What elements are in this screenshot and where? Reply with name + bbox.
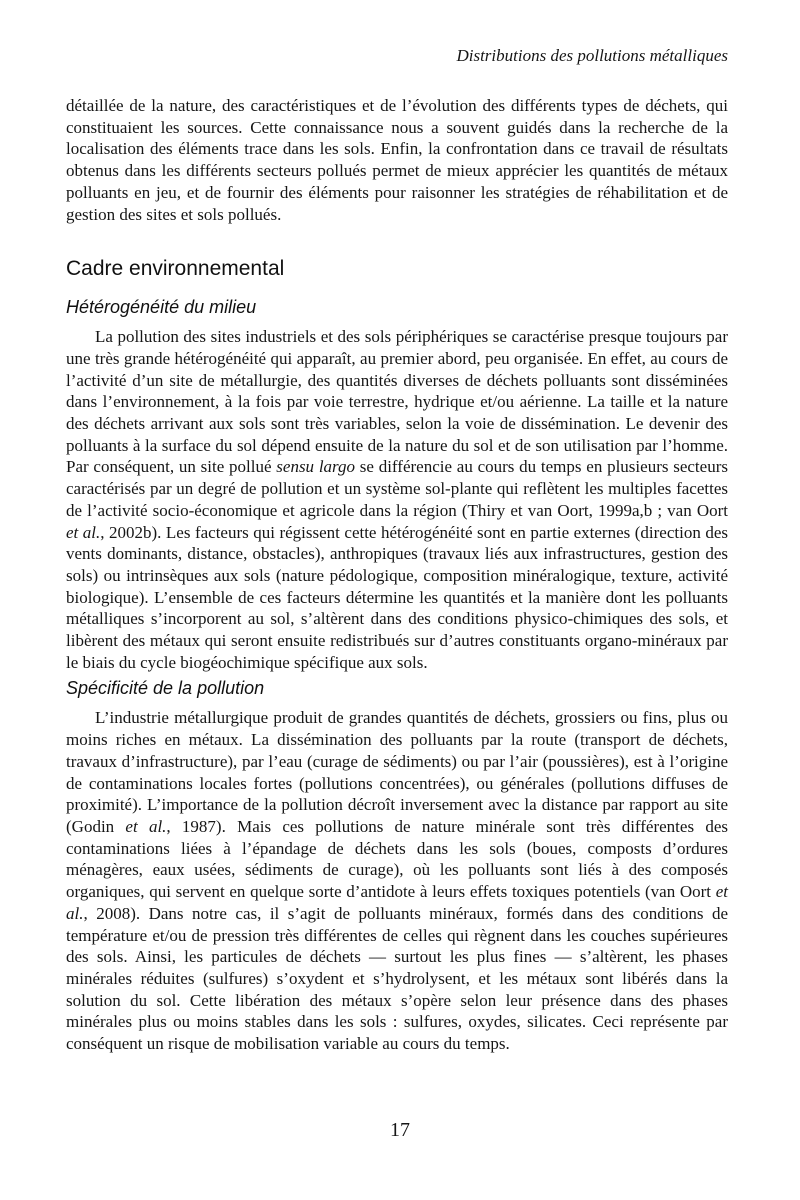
- text-run: , 1987). Mais ces pollutions de nature minérale sont très différentes des contaminations liées à l’épandage de déchets dans les sols (boues, composts d’ordures ménagères, eaux usées, sédiments de curage), où les polluants sont liés à des composés organiques, qui servent en quelque sorte d’antidote à leurs effets toxiques potentiels (van Oort: [66, 816, 728, 902]
- subsection-title-specificite-de-la-pollution: Spécificité de la pollution: [66, 678, 265, 699]
- paragraph-specificite: [66, 707, 728, 1054]
- italic-phrase: et al.: [125, 816, 167, 836]
- text-run: se différencie au cours du temps en plusieurs secteurs caractérisés par un degré de pollution et un système sol-plante qui reflètent les multiples facettes de l’activité socio-économique et agricole dans la région (Thiry et van Oort, 1999a,b ; van Oort: [66, 457, 728, 520]
- text-run: L’industrie métallurgique produit de grandes quantités de déchets, grossiers ou fins, plus ou moins riches en métaux. La dissémination des polluants par la route (transport de déchets, travaux d’infrastructure), par l’eau (curage de sédiments) ou par l’air (poussières), est à l’origine de contaminations locales fortes (pollutions concentrées), ou générales (pollutions diffuses de proximité). L’importance de la pollution décroît inversement avec la distance par rapport au site (Godin: [66, 708, 728, 836]
- intro-paragraph: [66, 95, 728, 225]
- italic-phrase: et al.: [66, 882, 728, 923]
- text-run: , 2008). Dans notre cas, il s’agit de polluants minéraux, formés dans des conditions de température et/ou de pression très différentes de celles qui règnent dans les couches supérieures des sols. Ainsi, les particules de déchets — surtout les plus fines — s’altèrent, les phases minérales réduites (sulfures) s’oxydent et s’hydrolysent, et les métaux sont libérés dans la solution du sol. Cette libération des métaux s’opère selon leur présence dans des phases minérales plus ou moins stables dans les sols : sulfures, oxydes, silicates. Ceci représente par conséquent un risque de mobilisation variable au cours du temps.: [66, 903, 728, 1054]
- page-number: 17: [390, 1119, 410, 1141]
- text-run: La pollution des sites industriels et des sols périphériques se caractérise presque toujours par une très grande hétérogénéité qui apparaît, au premier abord, peu organisée. En effet, au cours de l’activité d’un site de métallurgie, des quantités diverses de déchets polluants sont disséminées dans l’environnement, à la fois par voie terrestre, hydrique et/ou aérienne. La taille et la nature des déchets arrivant aux sols sont très variables, selon la voie de dissémination. Le devenir des polluants à la surface du sol dépend ensuite de la nature du sol et de son utilisation par l’homme. Par conséquent, un site pollué: [66, 327, 728, 477]
- subsection-title-heterogeneite-du-milieu: Hétérogénéité du milieu: [66, 297, 257, 318]
- text-run: , 2002b). Les facteurs qui régissent cette hétérogénéité sont en partie externes (direction des vents dominants, distance, obstacles), anthropiques (travaux liés aux infrastructures, gestion des sols) ou intrinsèques aux sols (nature pédologique, composition minéralogique, texture, activité biologique). L’ensemble de ces facteurs détermine les quantités et la manière dont les polluants métalliques s’incorporent au sol, s’altèrent dans des conditions physico-chimiques des sols, et libèrent des métaux qui seront ensuite redistribués sur d’autres constituants organo-minéraux par le biais du cycle biogéochimique spécifique aux sols.: [66, 522, 728, 672]
- italic-phrase: sensu largo: [276, 457, 356, 477]
- paragraph-heterogeneite: [66, 326, 728, 673]
- section-title-cadre-environnemental: Cadre environnemental: [66, 257, 285, 281]
- italic-phrase: et al.: [66, 522, 101, 542]
- text-run: détaillée de la nature, des caractéristiques et de l’évolution des différents types de déchets, qui constituaient les sources. Cette connaissance nous a souvent guidés dans la recherche de la localisation des éléments trace dans les sols. Enfin, la confrontation dans ce travail de résultats obtenus dans les différents secteurs pollués permet de mieux apprécier les quantités de métaux polluants en jeu, et de fournir des éléments pour raisonner les stratégies de réhabilitation et de gestion des sites et sols pollués.: [66, 96, 728, 224]
- running-header: Distributions des pollutions métalliques: [456, 46, 728, 65]
